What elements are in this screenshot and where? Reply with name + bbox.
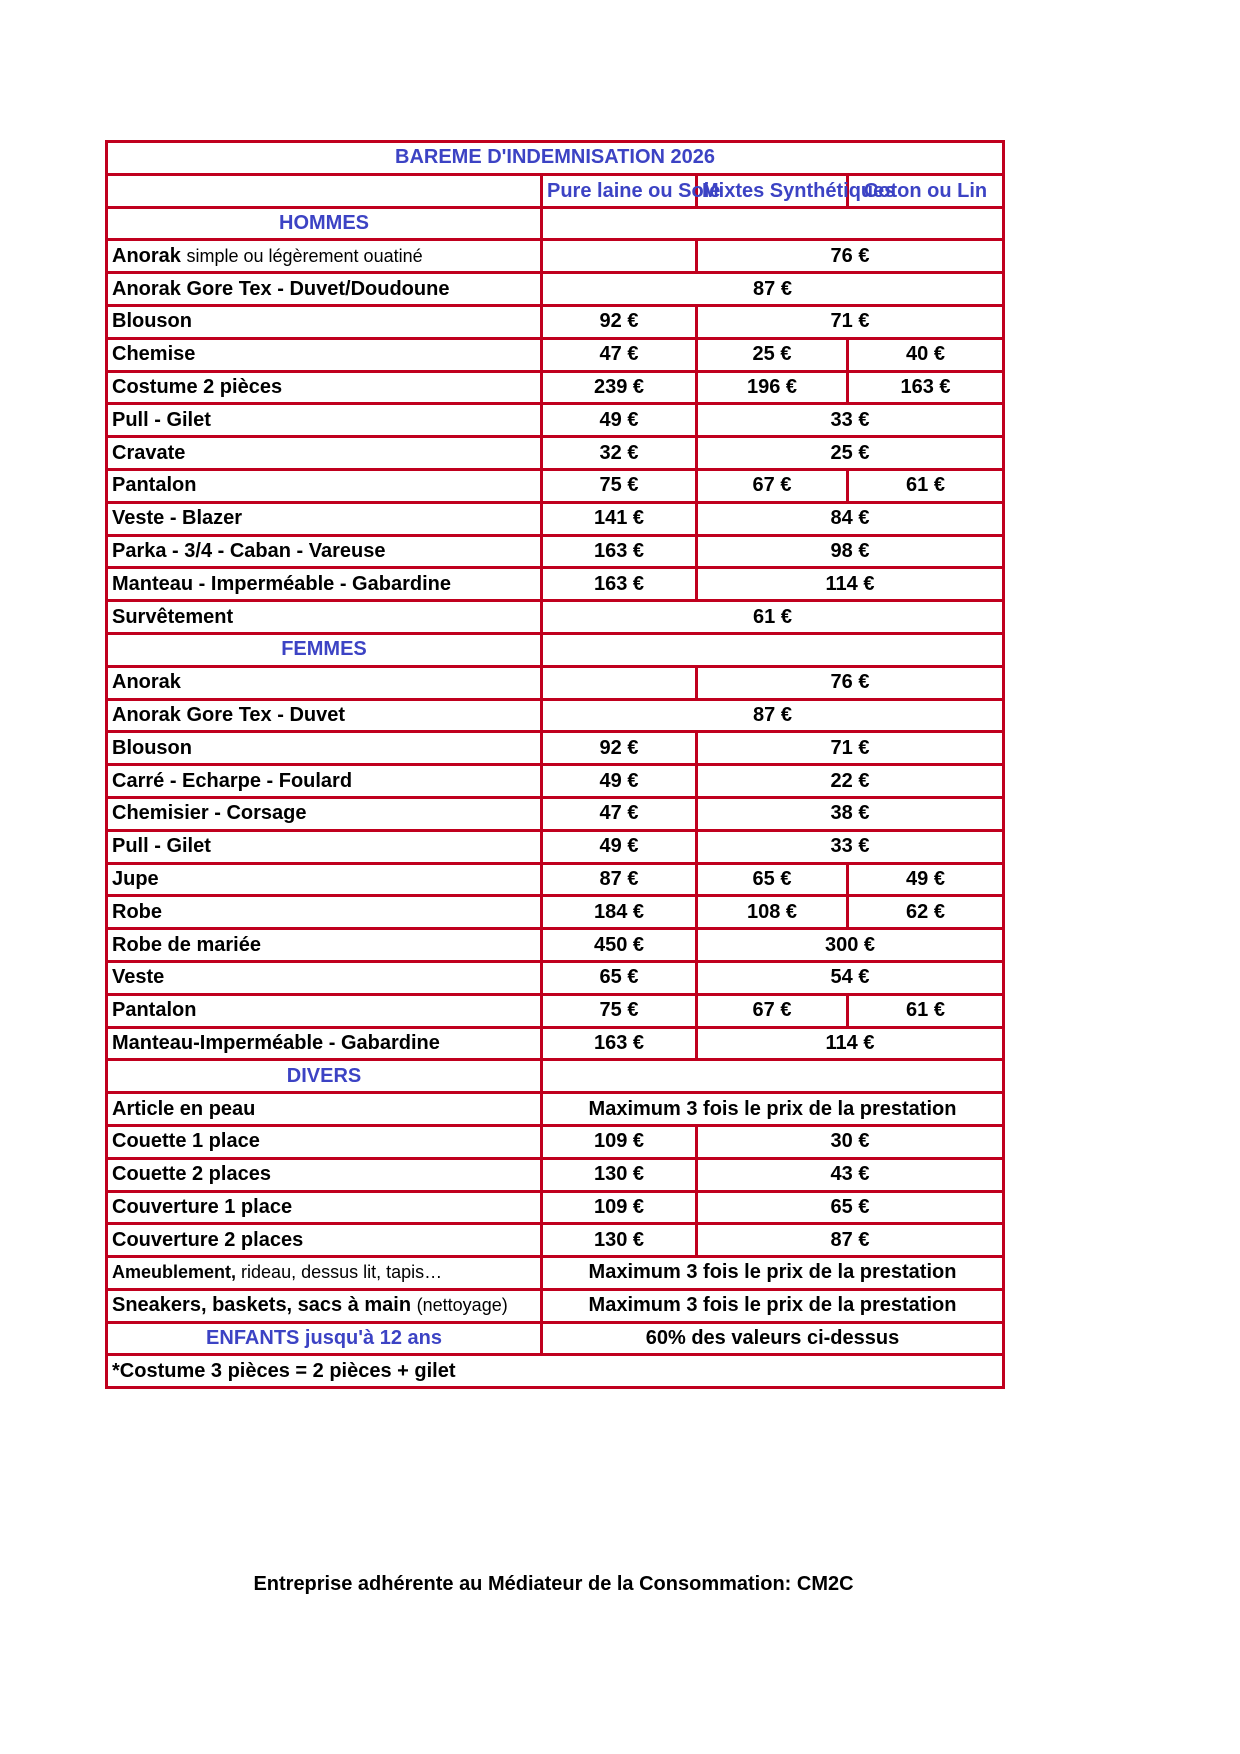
price-cell: 38 €	[697, 797, 1004, 830]
price-cell: 196 €	[697, 371, 848, 404]
price-cell: Maximum 3 fois le prix de la prestation	[542, 1289, 1004, 1322]
item-label-cell	[107, 1093, 542, 1126]
item-label: Anorak Gore Tex - Duvet/Doudoune	[112, 277, 450, 300]
price-cell: 22 €	[697, 765, 1004, 798]
item-label-cell	[107, 929, 542, 962]
price-cell: 114 €	[697, 1027, 1004, 1060]
price-cell: 87 €	[542, 863, 697, 896]
bareme-sheet	[105, 140, 1002, 1389]
price-cell	[542, 240, 697, 273]
item-label: Couverture 2 places	[112, 1228, 304, 1251]
price-cell: 25 €	[697, 437, 1004, 470]
table-row	[107, 437, 1004, 470]
price-cell: 300 €	[697, 929, 1004, 962]
price-cell: 61 €	[848, 994, 1004, 1027]
price-cell: 130 €	[542, 1224, 697, 1257]
table-row	[107, 338, 1004, 371]
table-row	[107, 699, 1004, 732]
table-row	[107, 765, 1004, 798]
table-row	[107, 797, 1004, 830]
item-label: Veste - Blazer	[112, 507, 243, 530]
section-title: HOMMES	[107, 207, 542, 240]
item-label: Anorak	[112, 244, 181, 267]
price-cell: 87 €	[542, 273, 1004, 306]
item-label: Chemise	[112, 343, 196, 366]
item-label-cell	[107, 1257, 542, 1290]
table-row	[107, 830, 1004, 863]
price-cell: 76 €	[697, 240, 1004, 273]
price-cell: 92 €	[542, 305, 697, 338]
table-row	[107, 371, 1004, 404]
price-cell: 84 €	[697, 502, 1004, 535]
item-label: Robe de mariée	[112, 933, 261, 956]
price-cell: 67 €	[697, 994, 848, 1027]
item-label-cell	[107, 797, 542, 830]
price-cell: 163 €	[542, 568, 697, 601]
item-label: Robe	[112, 900, 162, 923]
section-row-divers	[107, 1060, 1004, 1093]
table-row	[107, 404, 1004, 437]
item-label: Jupe	[112, 867, 159, 890]
item-label: Chemisier - Corsage	[112, 802, 307, 825]
price-cell: Maximum 3 fois le prix de la prestation	[542, 1093, 1004, 1126]
item-label-cell	[107, 765, 542, 798]
price-cell: 65 €	[697, 1191, 1004, 1224]
price-cell: 141 €	[542, 502, 697, 535]
section-title: FEMMES	[107, 633, 542, 666]
price-cell: 65 €	[542, 961, 697, 994]
price-cell: 61 €	[542, 601, 1004, 634]
table-row	[107, 535, 1004, 568]
price-cell: 92 €	[542, 732, 697, 765]
price-cell: 184 €	[542, 896, 697, 929]
item-label-cell	[107, 1191, 542, 1224]
item-label: Carré - Echarpe - Foulard	[112, 769, 353, 792]
item-label: Manteau - Imperméable - Gabardine	[112, 572, 451, 595]
table-row	[107, 1158, 1004, 1191]
table-row	[107, 1125, 1004, 1158]
price-cell: 163 €	[848, 371, 1004, 404]
item-label: Sneakers, baskets, sacs à main	[112, 1294, 412, 1317]
item-label-cell	[107, 961, 542, 994]
price-cell: 65 €	[697, 863, 848, 896]
item-label: Pantalon	[112, 999, 197, 1022]
price-cell: 30 €	[697, 1125, 1004, 1158]
item-label: Costume 2 pièces	[112, 375, 283, 398]
item-label: Cravate	[112, 441, 186, 464]
price-cell: 67 €	[697, 469, 848, 502]
item-label-cell	[107, 1027, 542, 1060]
enfants-label: ENFANTS jusqu'à 12 ans	[107, 1322, 542, 1355]
price-cell: 47 €	[542, 338, 697, 371]
price-cell: 450 €	[542, 929, 697, 962]
price-cell	[542, 666, 697, 699]
table-row	[107, 240, 1004, 273]
item-label: Survêtement	[112, 605, 234, 628]
table-row	[107, 273, 1004, 306]
price-cell: 71 €	[697, 305, 1004, 338]
title-row	[107, 142, 1004, 175]
item-label-cell	[107, 830, 542, 863]
price-cell: 76 €	[697, 666, 1004, 699]
price-cell: 32 €	[542, 437, 697, 470]
item-label-cell	[107, 863, 542, 896]
table-row	[107, 469, 1004, 502]
header-blank-cell	[107, 174, 542, 207]
table-row	[107, 1027, 1004, 1060]
section-empty-cell	[542, 207, 1004, 240]
price-cell: 49 €	[542, 765, 697, 798]
item-label-cell	[107, 896, 542, 929]
table-row	[107, 1093, 1004, 1126]
price-cell: 49 €	[542, 404, 697, 437]
column-header-laine: Pure laine ou Soie	[542, 174, 697, 207]
price-cell: 109 €	[542, 1125, 697, 1158]
section-empty-cell	[542, 1060, 1004, 1093]
item-label-cell	[107, 535, 542, 568]
price-cell: 108 €	[697, 896, 848, 929]
price-cell: 163 €	[542, 535, 697, 568]
item-label: Blouson	[112, 310, 192, 333]
item-label-cell	[107, 404, 542, 437]
price-cell: 71 €	[697, 732, 1004, 765]
item-label: Blouson	[112, 736, 192, 759]
column-header-mixtes: Mixtes Synthétiques	[697, 174, 848, 207]
item-label: Manteau-Imperméable - Gabardine	[112, 1031, 440, 1054]
price-cell: 75 €	[542, 469, 697, 502]
column-header-coton: Coton ou Lin	[848, 174, 1004, 207]
price-cell: 49 €	[848, 863, 1004, 896]
table-row	[107, 666, 1004, 699]
price-cell: 87 €	[697, 1224, 1004, 1257]
price-cell: 33 €	[697, 404, 1004, 437]
price-cell: 25 €	[697, 338, 848, 371]
item-label: Parka - 3/4 - Caban - Vareuse	[112, 539, 386, 562]
item-label-cell	[107, 240, 542, 273]
table-row	[107, 863, 1004, 896]
item-label-cell	[107, 338, 542, 371]
price-cell: 163 €	[542, 1027, 697, 1060]
item-label-cell	[107, 1224, 542, 1257]
item-label-cell	[107, 371, 542, 404]
section-row-hommes	[107, 207, 1004, 240]
price-cell: 130 €	[542, 1158, 697, 1191]
table-row	[107, 601, 1004, 634]
table-row	[107, 896, 1004, 929]
price-cell: 54 €	[697, 961, 1004, 994]
table-row	[107, 305, 1004, 338]
item-label: Pull - Gilet	[112, 408, 211, 431]
item-label: Anorak	[112, 671, 181, 694]
price-cell: 239 €	[542, 371, 697, 404]
item-label-cell	[107, 469, 542, 502]
item-label: Couette 2 places	[112, 1163, 271, 1186]
item-label: Anorak Gore Tex - Duvet	[112, 703, 346, 726]
price-cell: 75 €	[542, 994, 697, 1027]
item-label-cell	[107, 699, 542, 732]
item-label-cell	[107, 273, 542, 306]
item-label-cell	[107, 732, 542, 765]
table-row	[107, 1224, 1004, 1257]
table-row	[107, 1289, 1004, 1322]
item-label: Couette 1 place	[112, 1130, 260, 1153]
item-label-cell	[107, 1158, 542, 1191]
item-label: Pull - Gilet	[112, 835, 211, 858]
bareme-body	[107, 142, 1004, 1388]
price-cell: 49 €	[542, 830, 697, 863]
price-cell: 33 €	[697, 830, 1004, 863]
price-cell: 61 €	[848, 469, 1004, 502]
table-row	[107, 1191, 1004, 1224]
enfants-row	[107, 1322, 1004, 1355]
section-empty-cell	[542, 633, 1004, 666]
footnote: *Costume 3 pièces = 2 pièces + gilet	[107, 1355, 1004, 1388]
item-label: Article en peau	[112, 1097, 256, 1120]
item-label-cell	[107, 1289, 542, 1322]
section-row-femmes	[107, 633, 1004, 666]
item-label-cell	[107, 1125, 542, 1158]
section-title: DIVERS	[107, 1060, 542, 1093]
item-note: (nettoyage)	[416, 1295, 508, 1316]
table-row	[107, 961, 1004, 994]
price-cell: 98 €	[697, 535, 1004, 568]
price-cell: 109 €	[542, 1191, 697, 1224]
bareme-table	[105, 140, 1005, 1389]
item-label-cell	[107, 437, 542, 470]
item-label: Veste	[112, 966, 165, 989]
price-cell: 47 €	[542, 797, 697, 830]
item-label-cell	[107, 666, 542, 699]
price-cell: 87 €	[542, 699, 1004, 732]
item-label-cell	[107, 305, 542, 338]
table-row	[107, 994, 1004, 1027]
item-label: Couverture 1 place	[112, 1195, 293, 1218]
table-row	[107, 732, 1004, 765]
price-cell: 62 €	[848, 896, 1004, 929]
item-label-cell	[107, 502, 542, 535]
price-cell: 43 €	[697, 1158, 1004, 1191]
item-label-cell	[107, 568, 542, 601]
item-label: Pantalon	[112, 474, 197, 497]
item-label: Ameublement,	[112, 1262, 237, 1283]
mediateur-note: Entreprise adhérente au Médiateur de la Consommation: CM2C	[253, 1573, 854, 1595]
enfants-value: 60% des valeurs ci-dessus	[542, 1322, 1004, 1355]
column-header-row	[107, 174, 1004, 207]
table-row	[107, 1257, 1004, 1290]
item-label-cell	[107, 994, 542, 1027]
table-row	[107, 568, 1004, 601]
table-row	[107, 502, 1004, 535]
item-label-cell	[107, 601, 542, 634]
table-row	[107, 929, 1004, 962]
price-cell: Maximum 3 fois le prix de la prestation	[542, 1257, 1004, 1290]
footnote-row	[107, 1355, 1004, 1388]
item-note: rideau, dessus lit, tapis…	[241, 1262, 443, 1283]
page-title: BAREME D'INDEMNISATION 2026	[107, 142, 1004, 175]
price-cell: 114 €	[697, 568, 1004, 601]
item-note: simple ou légèrement ouatiné	[186, 245, 423, 266]
price-cell: 40 €	[848, 338, 1004, 371]
